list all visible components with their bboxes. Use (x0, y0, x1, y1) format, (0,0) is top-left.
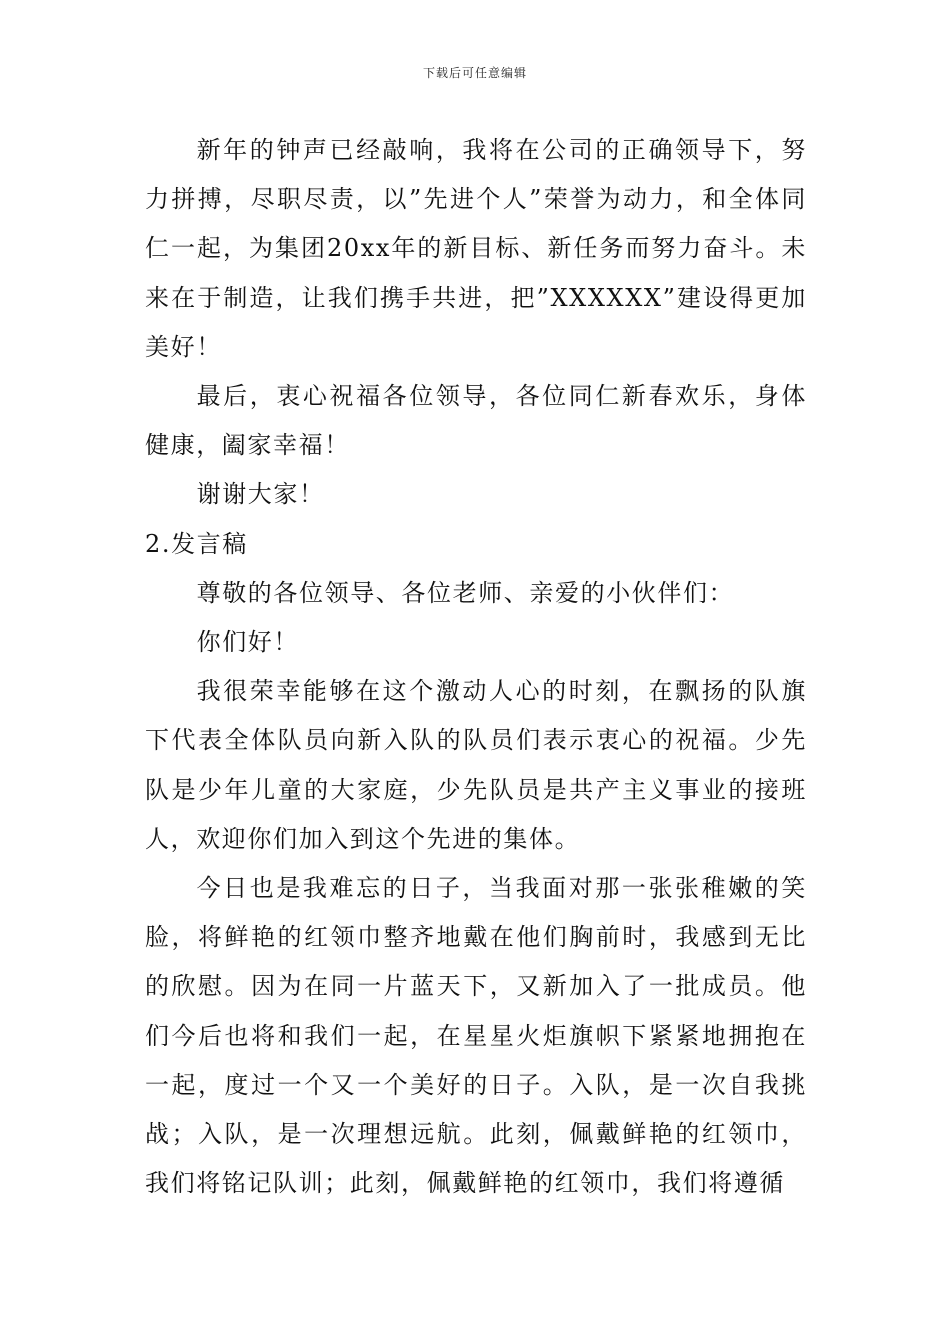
speech-salutation: 尊敬的各位领导、各位老师、亲爱的小伙伴们： (196, 578, 735, 607)
document-body (145, 126, 807, 1208)
paragraph-thanks: 谢谢大家！ (196, 480, 325, 509)
section-heading: 2.发言稿 (145, 529, 248, 558)
header-note: 下载后可任意编辑 (422, 66, 527, 80)
paragraph-blessing: 最后，衷心祝福各位领导，各位同仁新春欢乐，身体健康，阖家幸福！ (145, 382, 807, 460)
paragraph-new-year: 新年的钟声已经敲响，我将在公司的正确领导下，努力拼搏，尽职尽责，以”先进个人”荣誉为动力，和全体同仁一起，为集团20xx年的新目标、新任务而努力奋斗。未来在于制造，让我们携手共进，把”XXXXXX”建设得更加美好！ (145, 136, 807, 361)
speech-greeting: 你们好！ (196, 628, 299, 657)
speech-paragraph-honor: 我很荣幸能够在这个激动人心的时刻，在飘扬的队旗下代表全体队员向新入队的队员们表示衷心的祝福。少先队是少年儿童的大家庭，少先队员是共产主义事业的接班人，欢迎你们加入到这个先进的集体。 (145, 677, 807, 853)
speech-paragraph-memorable-day: 今日也是我难忘的日子，当我面对那一张张稚嫩的笑脸，将鲜艳的红领巾整齐地戴在他们胸前时，我感到无比的欣慰。因为在同一片蓝天下，又新加入了一批成员。他们今后也将和我们一起，在星星火炬旗帜下紧紧地拥抱在一起，度过一个又一个美好的日子。入队，是一次自我挑战；入队，是一次理想远航。此刻，佩戴鲜艳的红领巾，我们将铭记队训；此刻，佩戴鲜艳的红领巾，我们将遵循 (145, 874, 807, 1198)
